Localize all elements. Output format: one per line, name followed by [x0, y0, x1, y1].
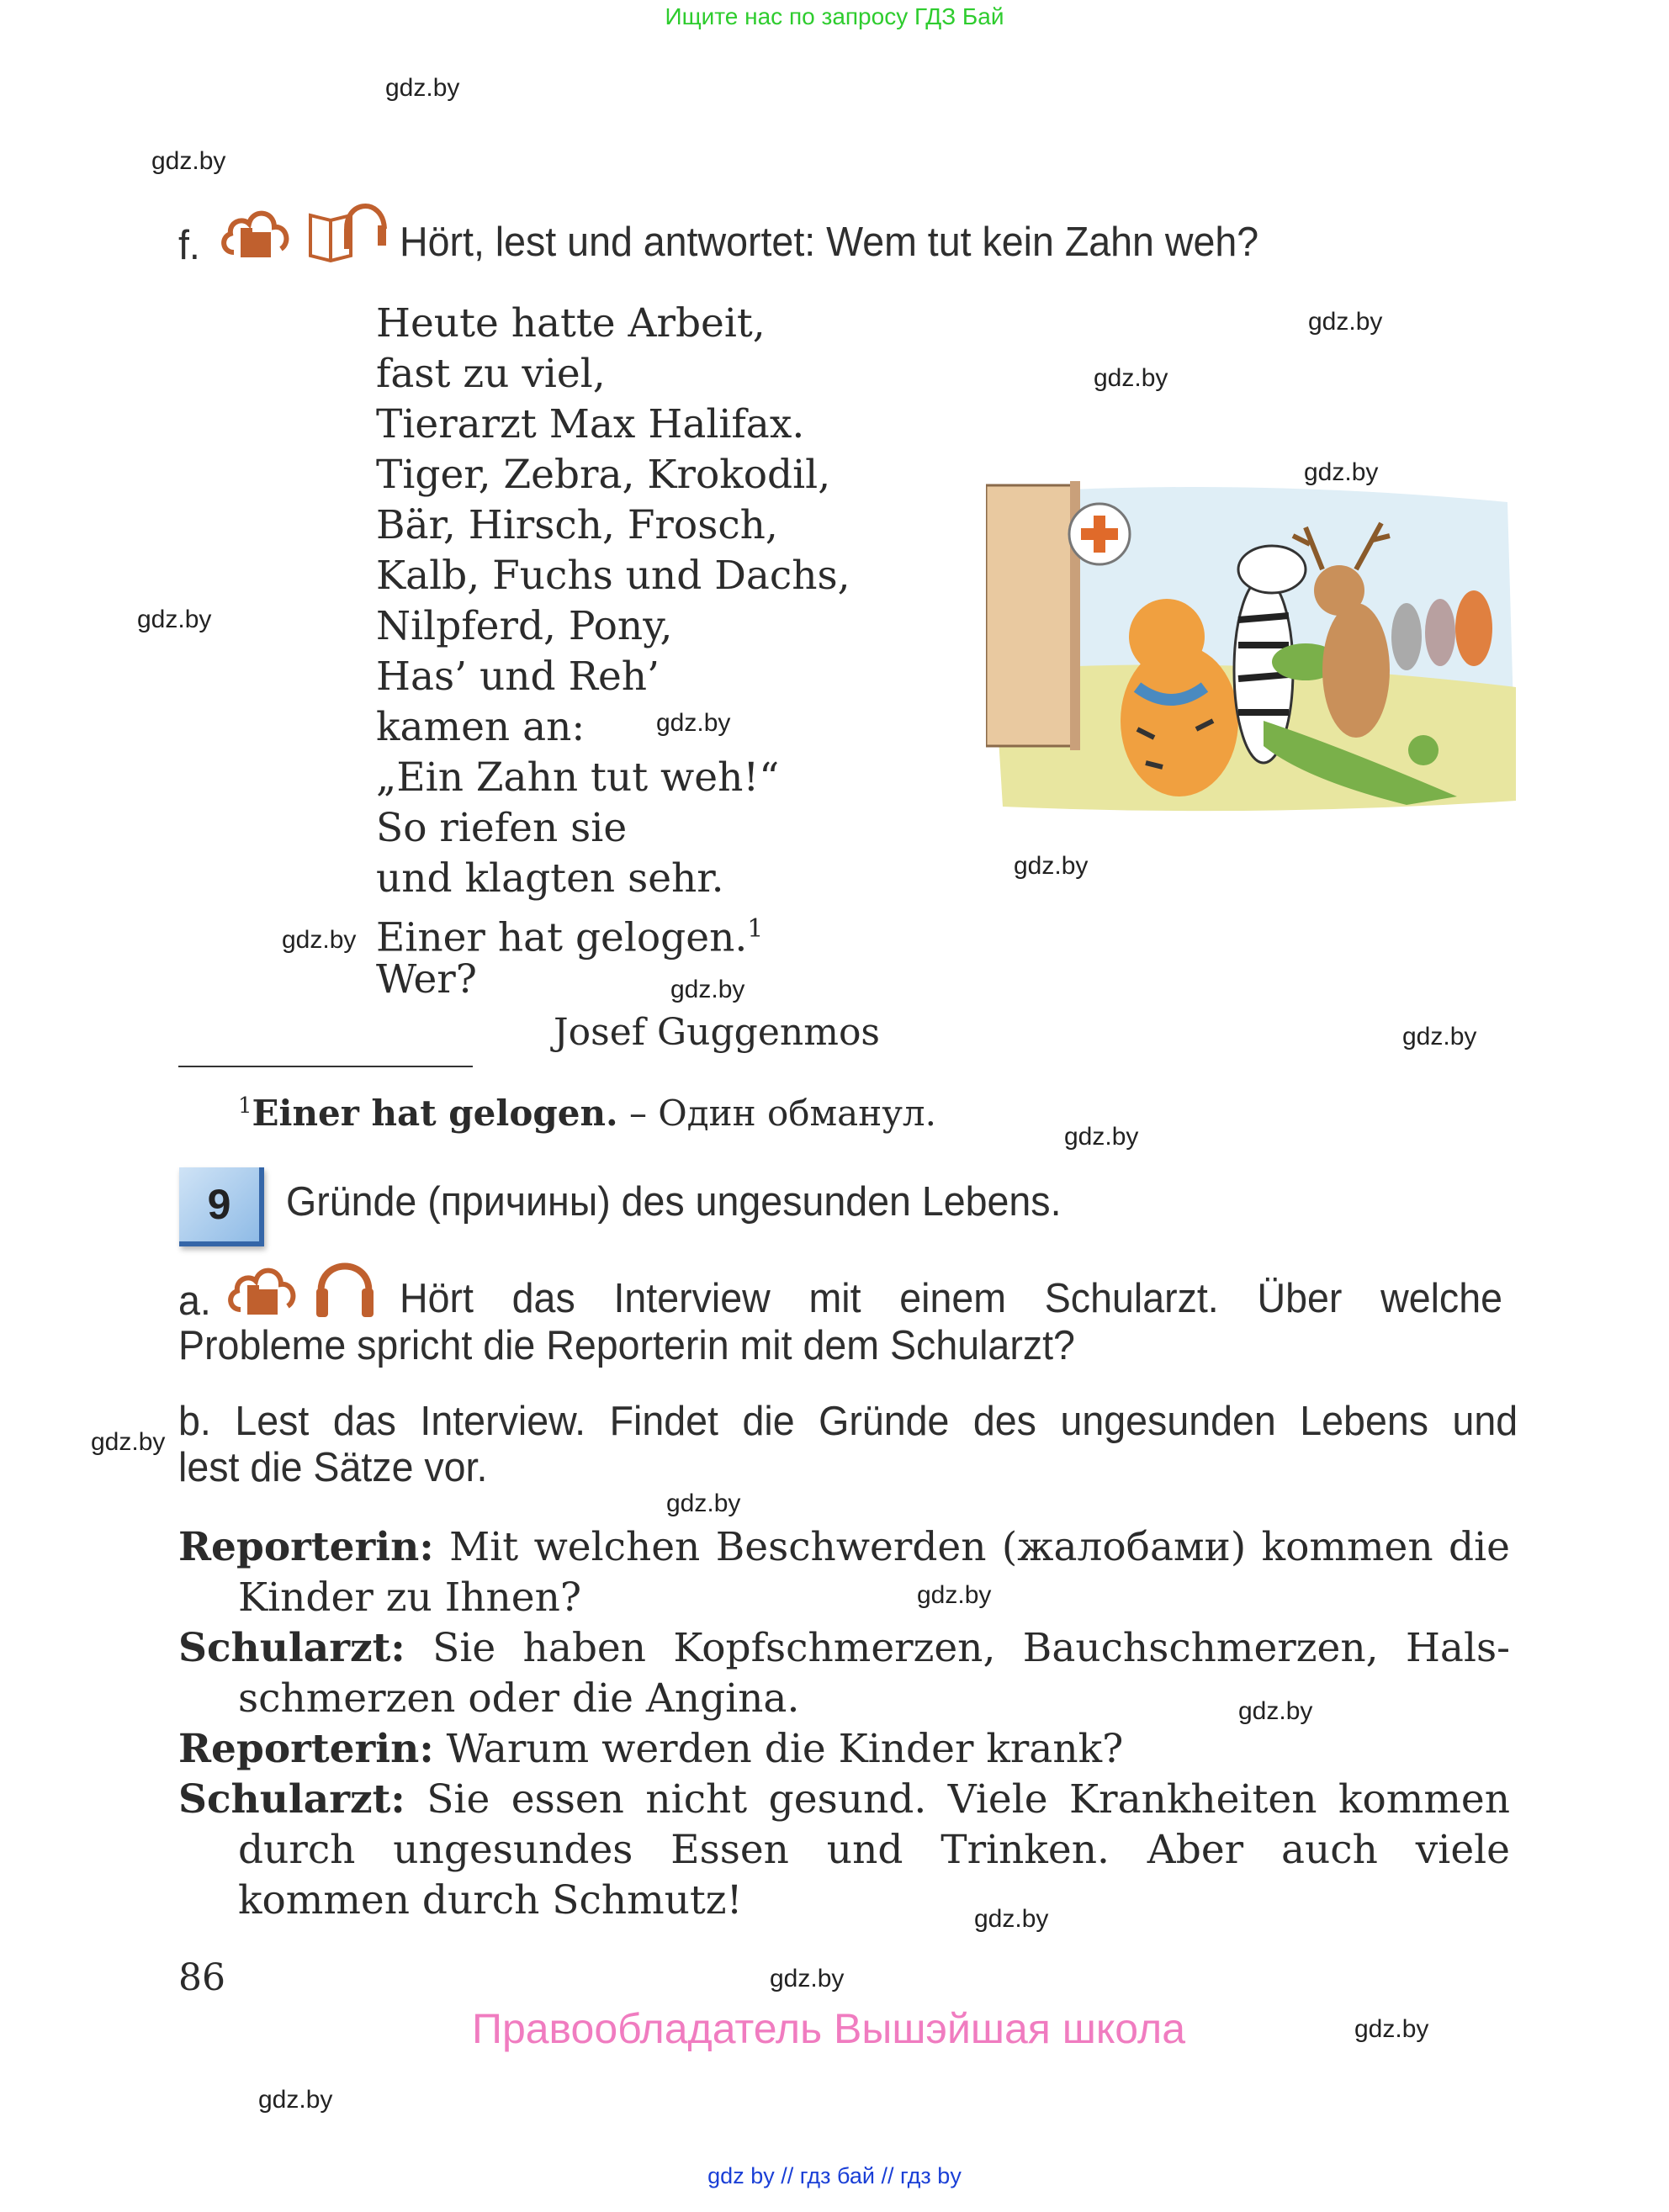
- poem-line: Tierarzt Max Halifax.: [376, 401, 805, 447]
- poem-line: „Ein Zahn tut weh!“: [376, 754, 780, 801]
- poem-line: fast zu viel,: [376, 351, 606, 397]
- dialogue-line: [178, 1522, 1510, 1573]
- exercise-title: Gründe (причины) des ungesunden Lebens.: [286, 1179, 1062, 1225]
- poem-author: Josef Guggenmos: [554, 1011, 881, 1054]
- speaker: Schularzt:: [178, 1625, 405, 1671]
- footnote-mark: 1: [747, 914, 764, 944]
- task-a-label: a.: [178, 1278, 211, 1324]
- dialogue-line: schmerzen oder die Angina.: [238, 1675, 800, 1722]
- speaker: Reporterin:: [178, 1524, 434, 1570]
- dialogue-line: [178, 1775, 1510, 1825]
- footer-links: [0, 2163, 1669, 2189]
- separator: //: [781, 2163, 794, 2188]
- dialogue-text: Warum werden die Kinder krank?: [446, 1726, 1124, 1772]
- footer-link[interactable]: гдз by: [900, 2163, 962, 2188]
- book-headphones-icon: [307, 195, 391, 262]
- watermark: gdz.by: [282, 926, 357, 954]
- poem-line: Nilpferd, Pony,: [376, 603, 673, 649]
- watermark: gdz.by: [770, 1965, 845, 1992]
- poem-line: Has’ und Reh’: [376, 654, 660, 700]
- watermark: gdz.by: [1064, 1123, 1139, 1151]
- copyright-notice: Правообладатель Вышэйшая школа: [472, 2005, 1185, 2052]
- dialogue-text: Mit welchen Beschwerden (жалобами) kommen die: [449, 1524, 1510, 1570]
- poem-line: Heute hatte Arbeit,: [376, 300, 766, 347]
- poem-text: Einer hat gelogen.: [376, 914, 748, 961]
- poem-line: und klagten sehr.: [376, 855, 724, 902]
- page-number: 86: [178, 1956, 225, 1999]
- watermark: gdz.by: [1354, 2015, 1429, 2043]
- watermark: gdz.by: [91, 1428, 166, 1456]
- task-a-text: Hört das Interview mit einem Schularzt. Über welche: [400, 1276, 1502, 1321]
- task-a-text: Probleme spricht die Reporterin mit dem Schularzt?: [178, 1323, 1075, 1368]
- dialogue-text: Sie essen nicht gesund. Viele Krankheiten kommen: [427, 1776, 1510, 1823]
- footnote-divider: [178, 1066, 473, 1067]
- watermark: gdz.by: [917, 1581, 992, 1609]
- watermark: gdz.by: [385, 74, 460, 102]
- dialogue-line: durch ungesundes Essen und Trinken. Aber auch viele: [238, 1827, 1510, 1873]
- dialogue-line: Kinder zu Ihnen?: [238, 1574, 582, 1621]
- section-label: f.: [178, 223, 200, 268]
- watermark: gdz.by: [666, 1490, 741, 1517]
- task-b-text: b. Lest das Interview. Findet die Gründe des ungesunden Lebens und: [178, 1399, 1518, 1444]
- speaker: Reporterin:: [178, 1726, 434, 1772]
- dialogue-line: [178, 1724, 1123, 1775]
- footer-link[interactable]: гдз бай: [799, 2163, 875, 2188]
- cloud-folder-icon: [219, 200, 294, 261]
- poem-line: Bär, Hirsch, Frosch,: [376, 502, 778, 548]
- footer-link[interactable]: gdz by: [707, 2163, 775, 2188]
- exercise-number-badge: [179, 1167, 264, 1246]
- poem-line: Wer?: [376, 956, 477, 1003]
- footnote: [238, 1081, 936, 1139]
- watermark: gdz.by: [258, 2086, 333, 2114]
- footnote-mark: 1: [238, 1093, 252, 1119]
- section-title: Hört, lest und antwortet: Wem tut kein Zahn weh?: [400, 220, 1259, 265]
- watermark: gdz.by: [656, 709, 731, 737]
- dialogue-line: [178, 1623, 1510, 1674]
- watermark: gdz.by: [1308, 308, 1383, 336]
- watermark: gdz.by: [1238, 1697, 1313, 1725]
- watermark: gdz.by: [1402, 1023, 1477, 1050]
- cloud-folder-icon: [225, 1257, 301, 1318]
- headphones-icon: [313, 1253, 377, 1320]
- watermark: gdz.by: [974, 1905, 1049, 1933]
- exercise-number: 9: [207, 1181, 231, 1228]
- dialogue-text: Sie haben Kopfschmerzen, Bauchschmerzen, Hals-: [432, 1625, 1510, 1671]
- footnote-translation: – Один обманул.: [617, 1093, 936, 1134]
- watermark: gdz.by: [1094, 364, 1168, 392]
- vet-animals-illustration: [986, 477, 1521, 822]
- watermark: gdz.by: [151, 147, 226, 175]
- separator: //: [881, 2163, 894, 2188]
- watermark: gdz.by: [670, 976, 745, 1003]
- speaker: Schularzt:: [178, 1776, 405, 1823]
- poem-line: So riefen sie: [376, 805, 628, 851]
- search-banner: Ищите нас по запросу ГДЗ Бай: [665, 3, 1004, 29]
- dialogue-line: kommen durch Schmutz!: [238, 1877, 743, 1924]
- watermark: gdz.by: [137, 606, 212, 633]
- watermark: gdz.by: [1304, 458, 1379, 486]
- footnote-term: Einer hat gelogen.: [252, 1093, 618, 1134]
- watermark: gdz.by: [1014, 852, 1089, 880]
- task-b-text: lest die Sätze vor.: [178, 1445, 488, 1490]
- poem-line: Tiger, Zebra, Krokodil,: [376, 452, 831, 498]
- poem-line: Kalb, Fuchs und Dachs,: [376, 553, 850, 599]
- poem-line: kamen an:: [376, 704, 585, 750]
